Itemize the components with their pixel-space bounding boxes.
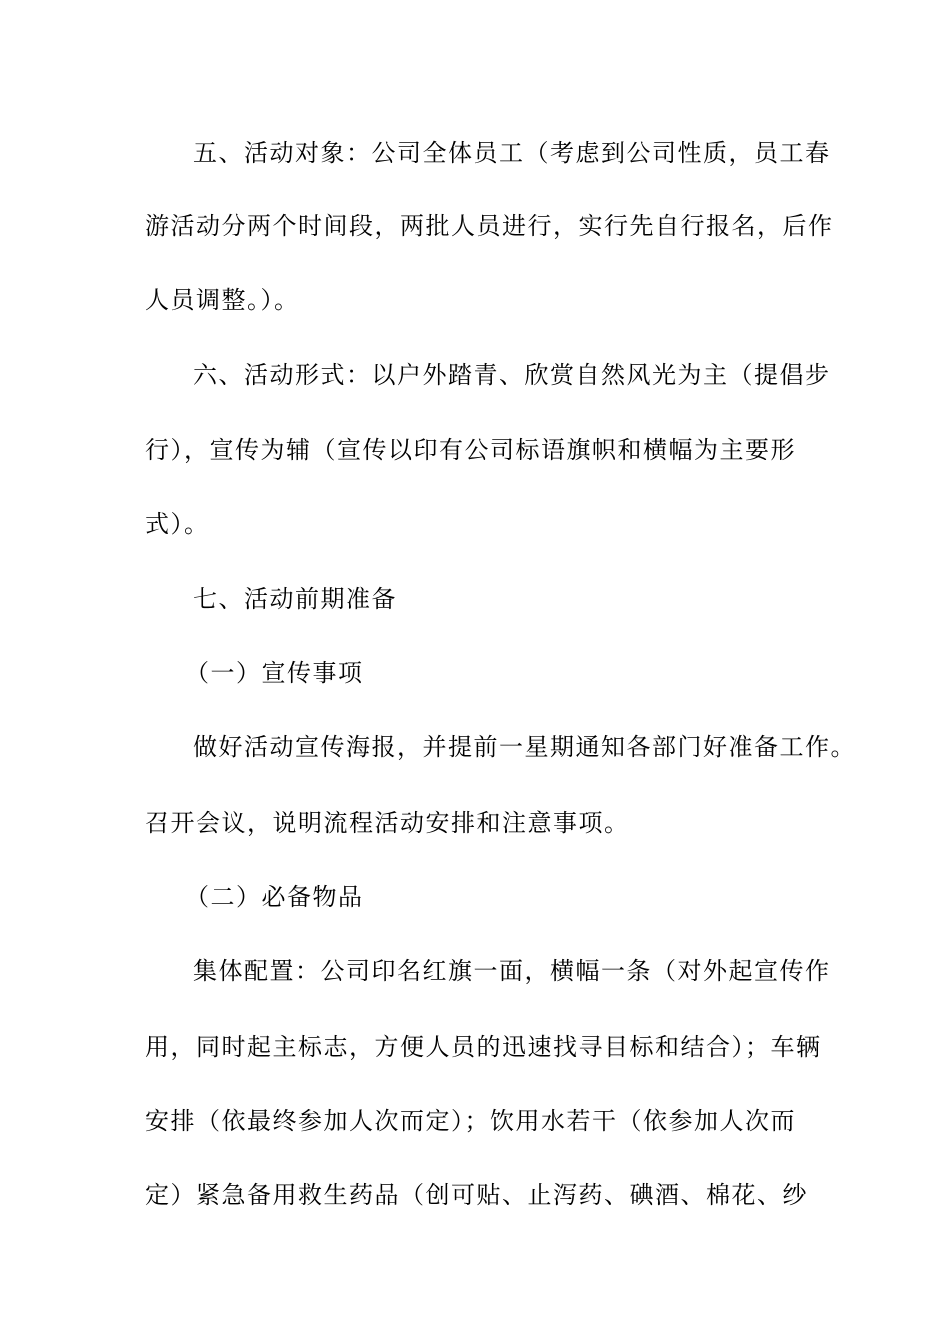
supplies-paragraph-line-1: 集体配置：公司印名红旗一面，横幅一条（对外起宣传作: [193, 957, 831, 985]
supplies-paragraph-line-4: 定）紧急备用救生药品（创可贴、止泻药、碘酒、棉花、纱: [145, 1181, 808, 1209]
paragraph-5-line-1: 五、活动对象：公司全体员工（考虑到公司性质，员工春: [193, 139, 831, 167]
paragraph-5-line-3: 人员调整。）。: [145, 286, 300, 314]
paragraph-6-line-1: 六、活动形式：以户外踏青、欣赏自然风光为主（提倡步: [193, 361, 831, 389]
supplies-paragraph-line-3: 安排（依最终参加人次而定）；饮用水若干（依参加人次而: [145, 1107, 796, 1135]
paragraph-6-line-2: 行），宣传为辅（宣传以印有公司标语旗帜和横幅为主要形: [145, 436, 796, 464]
paragraph-5-line-2: 游活动分两个时间段，两批人员进行，实行先自行报名，后作: [145, 212, 834, 240]
publicity-paragraph-line-2: 召开会议，说明流程活动安排和注意事项。: [145, 809, 630, 837]
subsection-1-heading: （一）宣传事项: [185, 659, 364, 687]
subsection-2-heading: （二）必备物品: [185, 883, 364, 911]
publicity-paragraph-line-1: 做好活动宣传海报，并提前一星期通知各部门好准备工作。: [193, 733, 856, 761]
paragraph-6-line-3: 式）。: [145, 510, 210, 538]
section-7-heading: 七、活动前期准备: [193, 585, 397, 613]
supplies-paragraph-line-2: 用，同时起主标志，方便人员的迅速找寻目标和结合）；车辆: [145, 1033, 822, 1061]
